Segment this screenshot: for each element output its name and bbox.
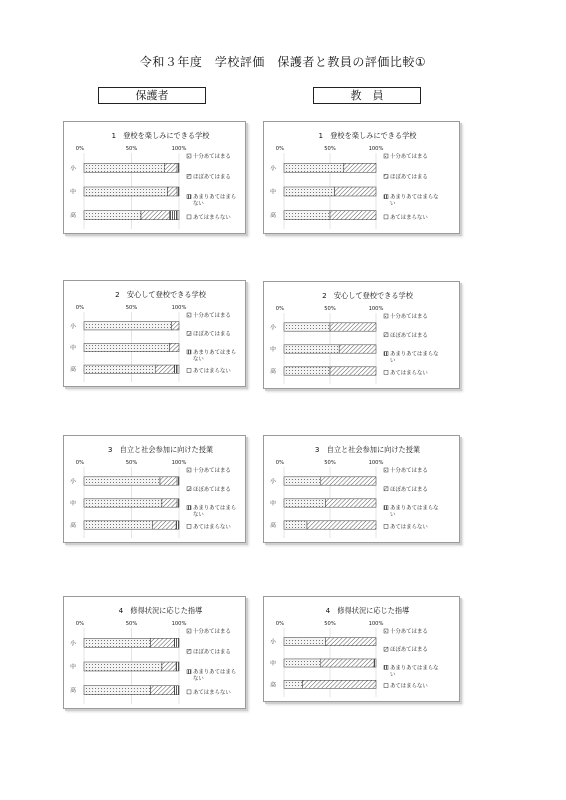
legend-swatch [187, 649, 191, 653]
bar-segment [165, 163, 177, 172]
legend-label: あてはまらない [390, 683, 428, 690]
legend-swatch [384, 174, 388, 178]
bar-segment [84, 686, 151, 695]
chart-title: 3 自立と社会参加に向けた授業 [314, 445, 421, 454]
chart-panel-2-teachers [263, 281, 460, 389]
axis-tick-label: 0% [275, 146, 284, 152]
chart-panel-4-teachers [263, 596, 460, 702]
legend-swatch [384, 195, 388, 199]
legend-label: 十分あてはまる [390, 314, 428, 320]
axis-tick-label: 50% [324, 306, 336, 312]
legend-swatch [384, 629, 388, 633]
chart-panel-3-parents [63, 435, 246, 543]
bar-segment [177, 187, 179, 196]
legend-swatch [187, 313, 191, 317]
bar-chart [264, 436, 461, 544]
legend-label: あてはまらない [390, 214, 428, 221]
column-header-parents: 保護者 [98, 87, 206, 104]
legend-swatch [384, 215, 388, 219]
legend-label: あまりあてはまらない [193, 505, 237, 519]
bar-segment [84, 638, 151, 647]
legend-swatch [384, 468, 388, 472]
bar-segment [84, 187, 168, 196]
axis-tick-label: 100% [368, 460, 384, 466]
bar-segment [160, 477, 177, 485]
legend-label: ほぼあてはまる [193, 331, 231, 338]
axis-tick-label: 50% [125, 460, 138, 466]
legend-swatch [187, 368, 191, 372]
bar-segment [284, 163, 344, 172]
column-header-teachers: 教 員 [313, 87, 421, 104]
axis-tick-label: 50% [125, 305, 138, 311]
bar-segment [330, 367, 376, 375]
legend-swatch [187, 506, 191, 510]
category-label: 高 [70, 213, 76, 220]
chart-panel-2-parents [63, 280, 246, 387]
legend-label: あまりあてはまらない [390, 505, 439, 519]
bar-segment [374, 659, 376, 667]
legend-swatch [384, 506, 388, 510]
bar-segment [84, 477, 160, 485]
legend-swatch [187, 215, 191, 219]
category-label: 中 [270, 189, 276, 196]
axis-tick-label: 100% [171, 146, 187, 152]
category-label: 小 [270, 639, 276, 646]
axis-tick-label: 0% [75, 305, 84, 311]
bar-segment [325, 638, 376, 646]
legend-label: あてはまらない [193, 524, 231, 531]
category-label: 小 [70, 640, 76, 647]
legend-swatch [384, 370, 388, 374]
bar-segment [174, 638, 179, 647]
bar-segment [284, 323, 330, 331]
bar-segment [176, 662, 179, 671]
bar-chart [64, 597, 247, 710]
axis-tick-label: 0% [75, 621, 84, 627]
category-label: 小 [270, 165, 276, 172]
bar-segment [174, 365, 177, 373]
legend-swatch [187, 195, 191, 199]
category-label: 中 [270, 501, 276, 507]
legend-label: あまりあてはまらない [193, 194, 237, 208]
bar-segment [330, 323, 376, 331]
legend-swatch [384, 333, 388, 337]
category-label: 小 [270, 325, 276, 331]
legend-swatch [187, 629, 191, 633]
legend-swatch [384, 647, 388, 651]
chart-title: 3 自立と社会参加に向けた授業 [107, 445, 214, 454]
legend-label: あてはまらない [390, 370, 428, 377]
axis-tick-label: 100% [368, 306, 384, 312]
legend-swatch [384, 352, 388, 356]
bar-segment [325, 499, 376, 507]
bar-segment [174, 686, 179, 695]
category-label: 小 [70, 323, 76, 330]
axis-tick-label: 100% [171, 305, 187, 311]
legend-swatch [384, 665, 388, 669]
legend-label: ほぼあてはまる [390, 647, 428, 654]
category-label: 高 [270, 369, 276, 375]
legend-swatch [187, 154, 191, 158]
bar-segment [162, 662, 176, 671]
legend-swatch [187, 468, 191, 472]
bar-segment [84, 343, 170, 351]
bar-segment [284, 367, 330, 375]
legend-swatch [187, 487, 191, 491]
legend-label: 十分あてはまる [193, 154, 231, 160]
category-label: 小 [270, 479, 276, 485]
bar-segment [155, 365, 174, 373]
bar-segment [339, 345, 376, 353]
bar-segment [177, 163, 179, 172]
bar-chart [264, 282, 461, 390]
chart-title: 4 修得状況に応じた指導 [118, 606, 203, 615]
chart-title: 2 安心して登校できる学校 [322, 291, 413, 300]
bar-segment [84, 322, 171, 330]
chart-panel-1-parents [63, 121, 246, 234]
bar-chart [64, 122, 247, 235]
bar-segment [284, 345, 339, 353]
bar-segment [284, 521, 307, 529]
category-label: 小 [70, 479, 76, 485]
legend-label: ほぼあてはまる [390, 332, 428, 339]
bar-segment [141, 211, 170, 220]
bar-segment [307, 521, 376, 529]
bar-segment [335, 187, 376, 196]
bar-segment [168, 187, 178, 196]
chart-title: 4 修得状況に応じた指導 [325, 606, 410, 615]
bar-segment [84, 662, 162, 671]
legend-swatch [384, 154, 388, 158]
legend-label: 十分あてはまる [193, 468, 231, 474]
legend-label: ほぼあてはまる [193, 649, 231, 656]
bar-segment [170, 211, 178, 220]
bar-segment [321, 477, 376, 485]
chart-panel-4-parents [63, 596, 246, 709]
bar-chart [64, 281, 247, 388]
bar-chart [264, 597, 461, 703]
category-label: 中 [70, 189, 76, 196]
bar-chart [64, 436, 247, 544]
bar-segment [152, 521, 176, 529]
axis-tick-label: 50% [324, 146, 336, 152]
category-label: 高 [270, 213, 276, 220]
axis-tick-label: 50% [324, 621, 336, 627]
bar-segment [284, 638, 325, 646]
axis-tick-label: 0% [75, 146, 84, 152]
bar-segment [284, 211, 330, 220]
axis-tick-label: 50% [125, 146, 138, 152]
bar-segment [162, 499, 177, 507]
axis-tick-label: 0% [275, 460, 284, 466]
bar-segment [177, 365, 179, 373]
bar-segment [84, 499, 162, 507]
axis-tick-label: 50% [324, 460, 336, 466]
bar-segment [177, 499, 179, 507]
axis-tick-label: 0% [75, 460, 84, 466]
bar-segment [176, 521, 179, 529]
bar-segment [84, 163, 165, 172]
bar-segment [151, 638, 175, 647]
legend-swatch [187, 524, 191, 528]
bar-segment [284, 499, 325, 507]
bar-segment [84, 365, 155, 373]
bar-segment [284, 680, 302, 688]
legend-swatch [187, 690, 191, 694]
axis-tick-label: 50% [125, 621, 138, 627]
legend-swatch [187, 331, 191, 335]
chart-panel-1-teachers [263, 121, 460, 234]
bar-segment [330, 211, 376, 220]
legend-label: あまりあてはまらない [390, 194, 439, 208]
category-label: 高 [270, 682, 276, 689]
category-label: 中 [270, 347, 276, 353]
legend-label: ほぼあてはまる [390, 486, 428, 493]
chart-title: 2 安心して登校できる学校 [115, 290, 206, 299]
bar-segment [84, 521, 152, 529]
category-label: 高 [70, 523, 76, 529]
axis-tick-label: 0% [275, 621, 284, 627]
category-label: 高 [70, 688, 76, 695]
legend-swatch [384, 487, 388, 491]
category-label: 高 [70, 367, 76, 374]
legend-label: あてはまらない [193, 689, 231, 696]
bar-segment [170, 343, 180, 351]
legend-label: あてはまらない [390, 524, 428, 531]
bar-segment [177, 477, 179, 485]
bar-segment [171, 322, 179, 330]
axis-tick-label: 0% [275, 306, 284, 312]
legend-swatch [384, 524, 388, 528]
legend-label: 十分あてはまる [390, 468, 428, 474]
legend-label: あまりあてはまらない [390, 665, 439, 678]
page-title: 令和３年度 学校評価 保護者と教員の評価比較① [139, 55, 427, 69]
legend-label: あまりあてはまらない [193, 349, 237, 363]
legend-swatch [384, 314, 388, 318]
axis-tick-label: 100% [368, 146, 384, 152]
legend-label: 十分あてはまる [390, 629, 428, 635]
legend-swatch [187, 670, 191, 674]
category-label: 中 [70, 664, 76, 671]
bar-segment [284, 477, 321, 485]
axis-tick-label: 100% [171, 460, 187, 466]
legend-label: あまりあてはまらない [390, 351, 439, 365]
legend-label: あてはまらない [193, 368, 231, 375]
legend-label: ほぼあてはまる [193, 174, 231, 181]
bar-segment [151, 686, 175, 695]
legend-label: あてはまらない [193, 214, 231, 221]
category-label: 小 [70, 165, 76, 172]
legend-label: ほぼあてはまる [390, 174, 428, 181]
bar-segment [321, 659, 374, 667]
bar-segment [84, 211, 141, 220]
bar-segment [344, 163, 376, 172]
bar-segment [177, 211, 179, 220]
legend-label: あまりあてはまらない [193, 669, 237, 683]
axis-tick-label: 100% [171, 621, 187, 627]
legend-label: 十分あてはまる [193, 629, 231, 635]
chart-panel-3-teachers [263, 435, 460, 543]
chart-title: 1 登校を楽しみにできる学校 [111, 131, 210, 140]
bar-segment [302, 680, 376, 688]
legend-label: 十分あてはまる [390, 154, 428, 160]
axis-tick-label: 100% [368, 621, 384, 627]
bar-chart [264, 122, 461, 235]
category-label: 中 [70, 501, 76, 507]
category-label: 中 [270, 661, 276, 667]
legend-swatch [384, 684, 388, 688]
bar-segment [284, 187, 335, 196]
category-label: 中 [70, 345, 76, 352]
category-label: 高 [270, 523, 276, 529]
legend-swatch [187, 350, 191, 354]
legend-label: ほぼあてはまる [193, 486, 231, 493]
legend-swatch [187, 174, 191, 178]
legend-label: 十分あてはまる [193, 313, 231, 319]
bar-segment [284, 659, 321, 667]
chart-title: 1 登校を楽しみにできる学校 [318, 131, 417, 140]
